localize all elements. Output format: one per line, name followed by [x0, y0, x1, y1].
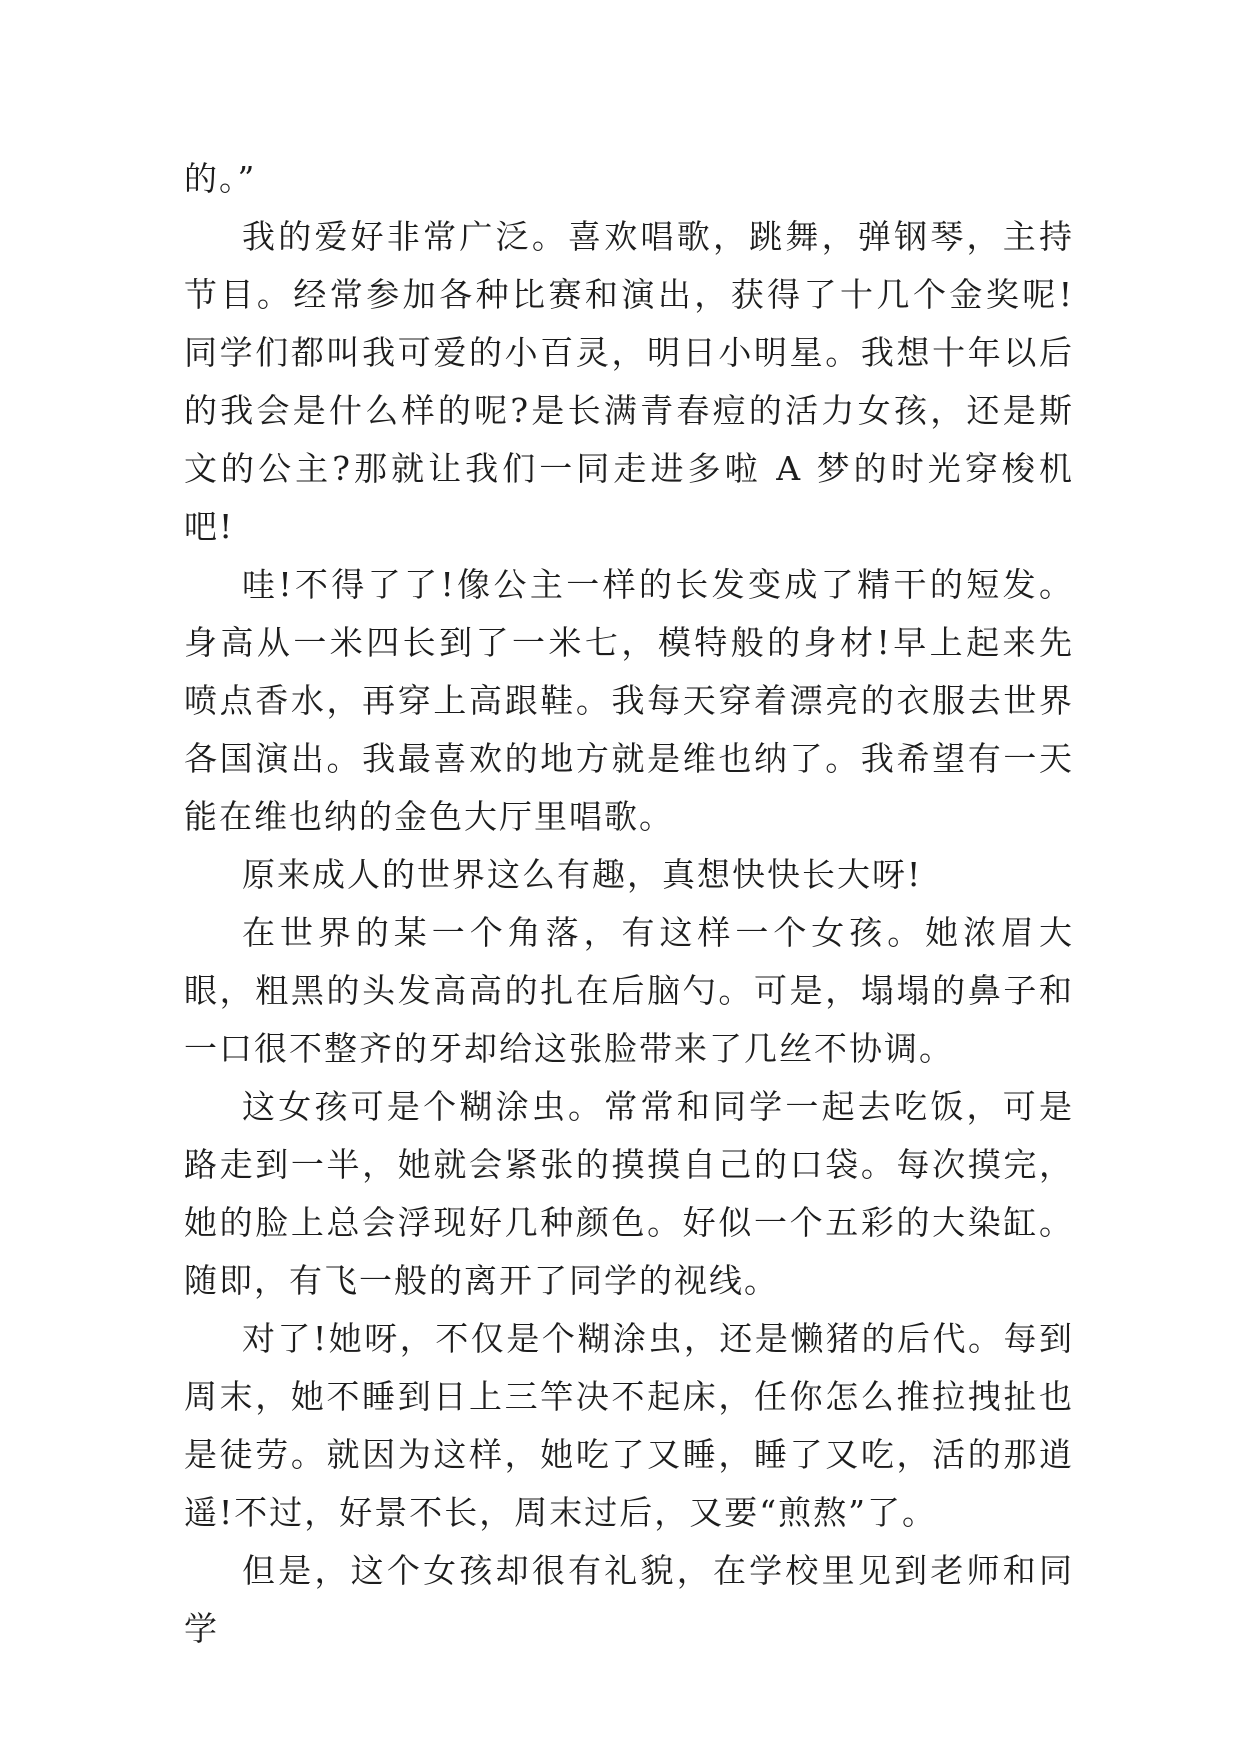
paragraph: 原来成人的世界这么有趣，真想快快长大呀! [242, 855, 923, 894]
paragraph: 哇!不得了了!像公主一样的长发变成了精干的短发。身高从一米四长到了一米七，模特般的身材!早上起来先喷点香水，再穿上高跟鞋。我每天穿着漂亮的衣服去世界各国演出。我最喜欢的地方就是维也纳了。我希望有一天能在维也纳的金色大厅里唱歌。 [184, 565, 1074, 836]
paragraph: 的。” [184, 159, 257, 198]
paragraph: 对了!她呀，不仅是个糊涂虫，还是懒猪的后代。每到周末，她不睡到日上三竿决不起床，任你怎么推拉拽扯也是徒劳。就因为这样，她吃了又睡，睡了又吃，活的那逍遥!不过，好景不长，周末过后，又要“煎熬”了。 [184, 1319, 1074, 1532]
paragraph: 但是，这个女孩却很有礼貌，在学校里见到老师和同学 [184, 1551, 1074, 1648]
paragraph: 在世界的某一个角落，有这样一个女孩。她浓眉大眼，粗黑的头发高高的扎在后脑勺。可是，塌塌的鼻子和一口很不整齐的牙却给这张脸带来了几丝不协调。 [184, 913, 1074, 1068]
essay-body [184, 150, 1074, 1658]
paragraph: 这女孩可是个糊涂虫。常常和同学一起去吃饭，可是路走到一半，她就会紧张的摸摸自己的口袋。每次摸完，她的脸上总会浮现好几种颜色。好似一个五彩的大染缸。随即，有飞一般的离开了同学的视线。 [184, 1087, 1074, 1300]
paragraph: 我的爱好非常广泛。喜欢唱歌，跳舞，弹钢琴，主持节目。经常参加各种比赛和演出，获得了十几个金奖呢!同学们都叫我可爱的小百灵，明日小明星。我想十年以后的我会是什么样的呢?是长满青春痘的活力女孩，还是斯文的公主?那就让我们一同走进多啦 A 梦的时光穿梭机吧! [184, 217, 1074, 546]
